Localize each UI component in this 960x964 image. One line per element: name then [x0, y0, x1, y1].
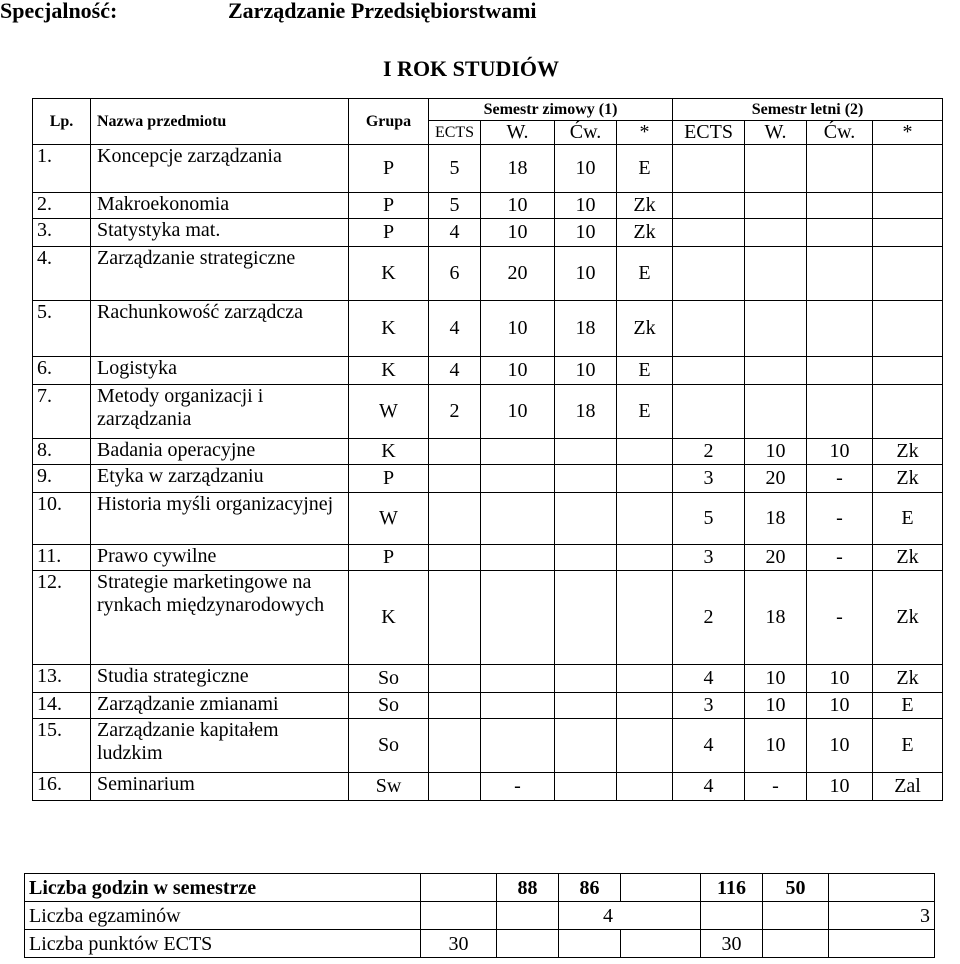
table-row: [33, 301, 943, 357]
hours-c1: 86: [559, 874, 621, 902]
row-winter-2: 18: [555, 385, 617, 439]
winter-col-3: *: [617, 121, 673, 145]
col-lp-header: Lp.: [33, 99, 91, 145]
table-row: [33, 493, 943, 545]
row-winter-3: E: [617, 385, 673, 439]
row-summer-2: 10: [807, 693, 873, 719]
row-summer-3: [873, 301, 943, 357]
row-summer-2: -: [807, 571, 873, 665]
table-row: [33, 719, 943, 773]
row-summer-3: [873, 357, 943, 385]
table-row: [33, 145, 943, 193]
row-winter-2: 10: [555, 357, 617, 385]
row-summer-0: [673, 219, 745, 247]
row-group: K: [349, 439, 429, 465]
row-group: So: [349, 665, 429, 693]
row-summer-3: [873, 219, 943, 247]
table-row: [33, 665, 943, 693]
table-row: [33, 219, 943, 247]
summer-col-1: W.: [745, 121, 807, 145]
row-summer-1: 20: [745, 465, 807, 493]
row-winter-1: -: [481, 773, 555, 801]
row-winter-1: 10: [481, 301, 555, 357]
row-winter-2: [555, 773, 617, 801]
row-summer-1: [745, 145, 807, 193]
row-lp: 9.: [33, 465, 91, 493]
row-name: Badania operacyjne: [91, 439, 349, 465]
row-summer-0: [673, 301, 745, 357]
table-row: [33, 773, 943, 801]
row-winter-2: [555, 665, 617, 693]
row-name: Makroekonomia: [91, 193, 349, 219]
row-group: W: [349, 493, 429, 545]
row-summer-2: [807, 145, 873, 193]
row-winter-3: E: [617, 247, 673, 301]
row-summer-1: [745, 193, 807, 219]
row-lp: 15.: [33, 719, 91, 773]
row-winter-2: [555, 571, 617, 665]
row-summer-2: [807, 357, 873, 385]
row-winter-1: 18: [481, 145, 555, 193]
row-summer-0: 2: [673, 439, 745, 465]
row-summer-0: 3: [673, 465, 745, 493]
row-winter-1: [481, 665, 555, 693]
exams-1: 4: [559, 902, 701, 930]
row-name: Historia myśli organizacyjnej: [91, 493, 349, 545]
row-lp: 3.: [33, 219, 91, 247]
row-winter-0: [429, 439, 481, 465]
row-summer-3: E: [873, 493, 943, 545]
row-summer-1: 10: [745, 719, 807, 773]
row-summer-1: 20: [745, 545, 807, 571]
row-summer-2: -: [807, 465, 873, 493]
row-winter-2: [555, 693, 617, 719]
row-name: Strategie marketingowe na rynkach międzynarodowych: [91, 571, 349, 665]
row-group: K: [349, 571, 429, 665]
row-winter-0: [429, 693, 481, 719]
hours-c2: 50: [763, 874, 829, 902]
row-group: Sw: [349, 773, 429, 801]
row-summer-1: -: [745, 773, 807, 801]
ects-2: 30: [701, 930, 763, 958]
col-name-header: Nazwa przedmiotu: [91, 99, 349, 145]
row-winter-3: [617, 439, 673, 465]
row-summer-0: 4: [673, 665, 745, 693]
row-name: Logistyka: [91, 357, 349, 385]
row-winter-1: 10: [481, 193, 555, 219]
row-summer-1: [745, 357, 807, 385]
row-summer-3: Zal: [873, 773, 943, 801]
row-group: K: [349, 357, 429, 385]
winter-col-0: ECTS: [429, 121, 481, 145]
row-summer-3: [873, 385, 943, 439]
row-name: Seminarium: [91, 773, 349, 801]
row-winter-2: 10: [555, 247, 617, 301]
row-summer-0: [673, 193, 745, 219]
row-group: P: [349, 145, 429, 193]
row-group: So: [349, 719, 429, 773]
table-row: [33, 193, 943, 219]
row-summer-3: [873, 193, 943, 219]
row-lp: 4.: [33, 247, 91, 301]
row-lp: 2.: [33, 193, 91, 219]
row-summer-1: 10: [745, 693, 807, 719]
row-name: Prawo cywilne: [91, 545, 349, 571]
row-summer-3: [873, 247, 943, 301]
row-lp: 10.: [33, 493, 91, 545]
row-winter-1: [481, 693, 555, 719]
row-name: Rachunkowość zarządcza: [91, 301, 349, 357]
row-summer-1: [745, 301, 807, 357]
row-lp: 1.: [33, 145, 91, 193]
row-winter-1: 10: [481, 357, 555, 385]
row-group: P: [349, 545, 429, 571]
row-winter-2: [555, 439, 617, 465]
row-summer-1: [745, 219, 807, 247]
row-winter-0: 5: [429, 145, 481, 193]
row-lp: 14.: [33, 693, 91, 719]
row-winter-3: [617, 665, 673, 693]
row-winter-0: 4: [429, 219, 481, 247]
row-winter-2: 18: [555, 301, 617, 357]
row-summer-0: 3: [673, 545, 745, 571]
hours-w1: 88: [497, 874, 559, 902]
row-group: W: [349, 385, 429, 439]
row-summer-1: 10: [745, 665, 807, 693]
curriculum-table: [32, 98, 943, 801]
hours-w2: 116: [701, 874, 763, 902]
row-summer-2: 10: [807, 439, 873, 465]
row-winter-3: [617, 571, 673, 665]
summary-table: [24, 873, 935, 958]
row-winter-1: [481, 465, 555, 493]
exams-2: 3: [829, 902, 935, 930]
row-winter-1: 10: [481, 385, 555, 439]
table-row: [33, 571, 943, 665]
table-row: [33, 439, 943, 465]
row-winter-2: 10: [555, 219, 617, 247]
year-title: I ROK STUDIÓW: [383, 56, 560, 81]
row-summer-2: -: [807, 545, 873, 571]
row-winter-1: [481, 719, 555, 773]
ects-1: 30: [421, 930, 497, 958]
hours-label: Liczba godzin w semestrze: [25, 874, 421, 902]
row-lp: 7.: [33, 385, 91, 439]
row-winter-3: Zk: [617, 301, 673, 357]
row-summer-0: [673, 145, 745, 193]
row-winter-3: [617, 719, 673, 773]
row-summer-3: Zk: [873, 545, 943, 571]
row-summer-0: 2: [673, 571, 745, 665]
row-winter-0: 5: [429, 193, 481, 219]
row-name: Etyka w zarządzaniu: [91, 465, 349, 493]
summer-col-0: ECTS: [673, 121, 745, 145]
row-winter-3: [617, 465, 673, 493]
exams-label: Liczba egzaminów: [25, 902, 421, 930]
row-winter-3: Zk: [617, 219, 673, 247]
summer-semester-header: Semestr letni (2): [673, 99, 943, 121]
row-winter-3: [617, 493, 673, 545]
row-winter-3: E: [617, 357, 673, 385]
row-winter-0: [429, 665, 481, 693]
row-winter-2: [555, 465, 617, 493]
table-row: [33, 385, 943, 439]
row-winter-2: [555, 545, 617, 571]
row-lp: 13.: [33, 665, 91, 693]
row-name: Metody organizacji i zarządzania: [91, 385, 349, 439]
row-winter-1: [481, 493, 555, 545]
row-winter-0: [429, 465, 481, 493]
row-name: Statystyka mat.: [91, 219, 349, 247]
table-row: [33, 465, 943, 493]
row-summer-2: -: [807, 493, 873, 545]
row-summer-2: [807, 219, 873, 247]
row-winter-0: 6: [429, 247, 481, 301]
table-row: [33, 247, 943, 301]
specialty-value: Zarządzanie Przedsiębiorstwami: [228, 0, 537, 23]
row-summer-0: [673, 247, 745, 301]
row-winter-0: 2: [429, 385, 481, 439]
row-name: Koncepcje zarządzania: [91, 145, 349, 193]
row-winter-3: [617, 693, 673, 719]
row-group: So: [349, 693, 429, 719]
row-winter-2: [555, 719, 617, 773]
row-summer-0: [673, 385, 745, 439]
row-summer-2: [807, 193, 873, 219]
summer-col-2: Ćw.: [807, 121, 873, 145]
row-summer-3: Zk: [873, 439, 943, 465]
row-summer-3: E: [873, 719, 943, 773]
row-winter-2: 10: [555, 193, 617, 219]
row-summer-2: 10: [807, 665, 873, 693]
row-name: Zarządzanie kapitałem ludzkim: [91, 719, 349, 773]
table-row: [33, 357, 943, 385]
row-winter-3: [617, 545, 673, 571]
row-name: Zarządzanie strategiczne: [91, 247, 349, 301]
row-lp: 16.: [33, 773, 91, 801]
row-winter-0: [429, 719, 481, 773]
row-lp: 11.: [33, 545, 91, 571]
row-winter-0: [429, 493, 481, 545]
specialty-label: Specjalność:: [0, 0, 118, 23]
row-winter-3: Zk: [617, 193, 673, 219]
row-summer-1: 18: [745, 493, 807, 545]
row-winter-1: [481, 571, 555, 665]
row-winter-0: [429, 545, 481, 571]
row-summer-1: [745, 247, 807, 301]
row-winter-1: 10: [481, 219, 555, 247]
ects-label: Liczba punktów ECTS: [25, 930, 421, 958]
winter-semester-header: Semestr zimowy (1): [429, 99, 673, 121]
row-summer-1: 10: [745, 439, 807, 465]
row-group: P: [349, 465, 429, 493]
row-winter-1: [481, 439, 555, 465]
row-name: Studia strategiczne: [91, 665, 349, 693]
row-summer-2: [807, 385, 873, 439]
row-lp: 12.: [33, 571, 91, 665]
row-summer-3: [873, 145, 943, 193]
row-winter-1: 20: [481, 247, 555, 301]
row-group: K: [349, 247, 429, 301]
row-summer-0: 4: [673, 773, 745, 801]
row-group: K: [349, 301, 429, 357]
row-lp: 6.: [33, 357, 91, 385]
row-lp: 8.: [33, 439, 91, 465]
winter-col-2: Ćw.: [555, 121, 617, 145]
row-winter-3: E: [617, 145, 673, 193]
row-summer-2: [807, 247, 873, 301]
row-winter-0: [429, 571, 481, 665]
row-group: P: [349, 219, 429, 247]
table-row: [33, 545, 943, 571]
row-summer-2: 10: [807, 773, 873, 801]
row-winter-1: [481, 545, 555, 571]
row-winter-0: [429, 773, 481, 801]
row-summer-0: 4: [673, 719, 745, 773]
row-summer-2: 10: [807, 719, 873, 773]
table-row: [33, 693, 943, 719]
row-winter-2: [555, 493, 617, 545]
row-summer-3: Zk: [873, 571, 943, 665]
winter-col-1: W.: [481, 121, 555, 145]
row-summer-1: [745, 385, 807, 439]
row-summer-3: Zk: [873, 465, 943, 493]
row-summer-1: 18: [745, 571, 807, 665]
row-winter-0: 4: [429, 301, 481, 357]
row-winter-2: 10: [555, 145, 617, 193]
row-summer-3: E: [873, 693, 943, 719]
row-summer-2: [807, 301, 873, 357]
row-lp: 5.: [33, 301, 91, 357]
row-summer-0: 5: [673, 493, 745, 545]
col-group-header: Grupa: [349, 99, 429, 145]
row-winter-0: 4: [429, 357, 481, 385]
row-summer-0: [673, 357, 745, 385]
row-winter-3: [617, 773, 673, 801]
row-name: Zarządzanie zmianami: [91, 693, 349, 719]
summer-col-3: *: [873, 121, 943, 145]
row-summer-3: Zk: [873, 665, 943, 693]
row-summer-0: 3: [673, 693, 745, 719]
row-group: P: [349, 193, 429, 219]
